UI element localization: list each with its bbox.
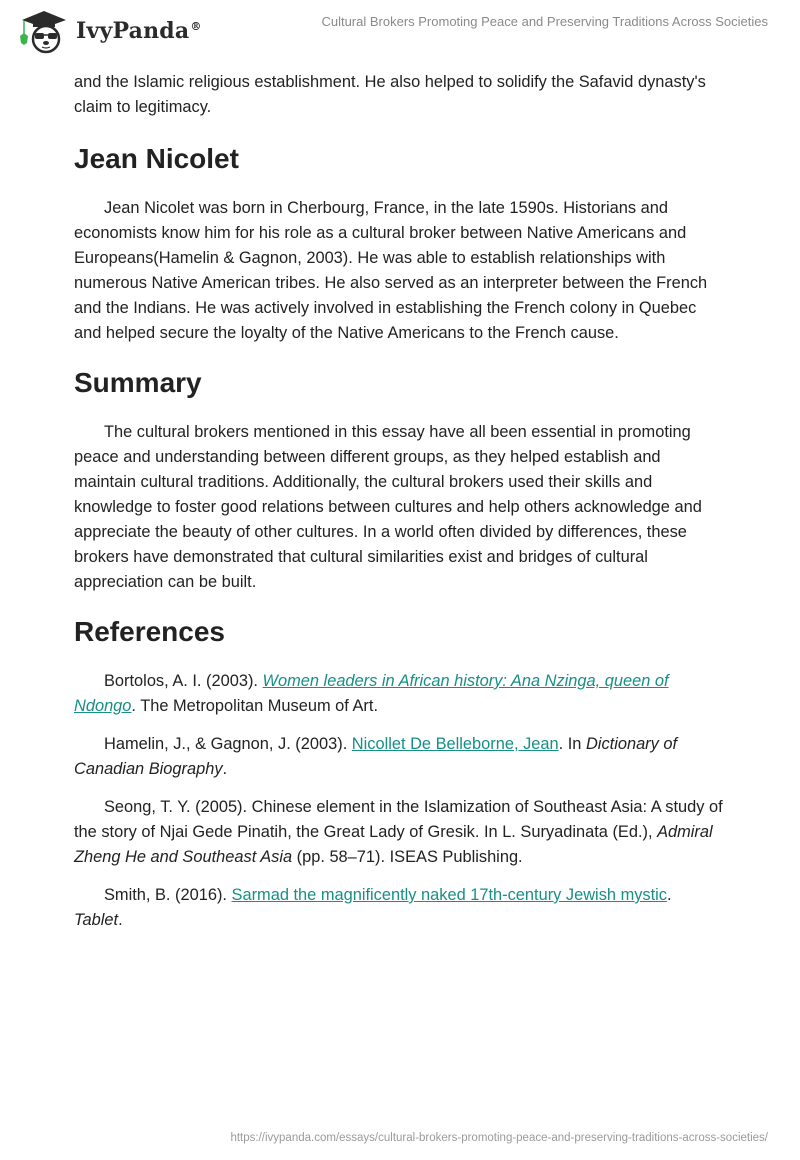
section-heading-jean-nicolet: Jean Nicolet xyxy=(74,143,239,174)
reference-link-bortolos[interactable]: Women leaders in African history: Ana Nzinga, queen of Ndongo xyxy=(74,672,669,715)
section-heading-references: References xyxy=(74,616,225,647)
panda-graduate-icon xyxy=(18,8,70,54)
reference-item: Hamelin, J., & Gagnon, J. (2003). Nicollet De Belleborne, Jean. In Dictionary of Canadian Biography. xyxy=(74,735,678,778)
logo-text: IvyPanda® xyxy=(76,18,202,44)
ivypanda-logo[interactable] xyxy=(18,8,202,54)
reference-link-smith[interactable]: Sarmad the magnificently naked 17th-century Jewish mystic xyxy=(231,886,668,904)
reference-item: Smith, B. (2016). Sarmad the magnificently naked 17th-century Jewish mystic. Tablet. xyxy=(74,886,672,929)
jean-nicolet-paragraph: Jean Nicolet was born in Cherbourg, France, in the late 1590s. Historians and economists know him for his role as a cultural broker between Native Americans and Europeans(Hamelin & Gagnon, 2003). He was able to establish relationships with numerous Native American tribes. He also served as an interpreter between the French and the Indians. He was actively involved in establishing the French colony in Quebec and helped secure the loyalty of the Native Americans to the French cause. xyxy=(74,199,708,342)
page-header xyxy=(0,0,800,60)
summary-paragraph: The cultural brokers mentioned in this essay have all been essential in promoting peace and understanding between different groups, as they helped establish and maintain cultural traditions. Additionally, the cultural brokers used their skills and knowledge to foster good relations between cultures and help others acknowledge and appreciate the beauty of other cultures. In a world often divided by differences, these brokers have demonstrated that cultural similarities exist and bridges of cultural appreciation can be built. xyxy=(74,423,702,591)
references-list xyxy=(74,669,724,933)
reference-item: Bortolos, A. I. (2003). Women leaders in African history: Ana Nzinga, queen of Ndongo. The Metropolitan Museum of Art. xyxy=(74,672,669,715)
reference-item: Seong, T. Y. (2005). Chinese element in the Islamization of Southeast Asia: A study of the story of Njai Gede Pinatih, the Great Lady of Gresik. In L. Suryadinata (Ed.), Admiral Zheng He and Southeast Asia (pp. 58–71). ISEAS Publishing. xyxy=(74,798,723,866)
document-title: Cultural Brokers Promoting Peace and Preserving Traditions Across Societies xyxy=(321,14,768,29)
essay-content xyxy=(74,70,724,933)
intro-continuation-paragraph: and the Islamic religious establishment. He also helped to solidify the Safavid dynasty's claim to legitimacy. xyxy=(74,73,706,116)
section-heading-summary: Summary xyxy=(74,367,202,398)
reference-link-hamelin[interactable]: Nicollet De Belleborne, Jean xyxy=(351,735,559,753)
source-url[interactable]: https://ivypanda.com/essays/cultural-brokers-promoting-peace-and-preserving-traditions-across-societies/ xyxy=(230,1132,768,1144)
